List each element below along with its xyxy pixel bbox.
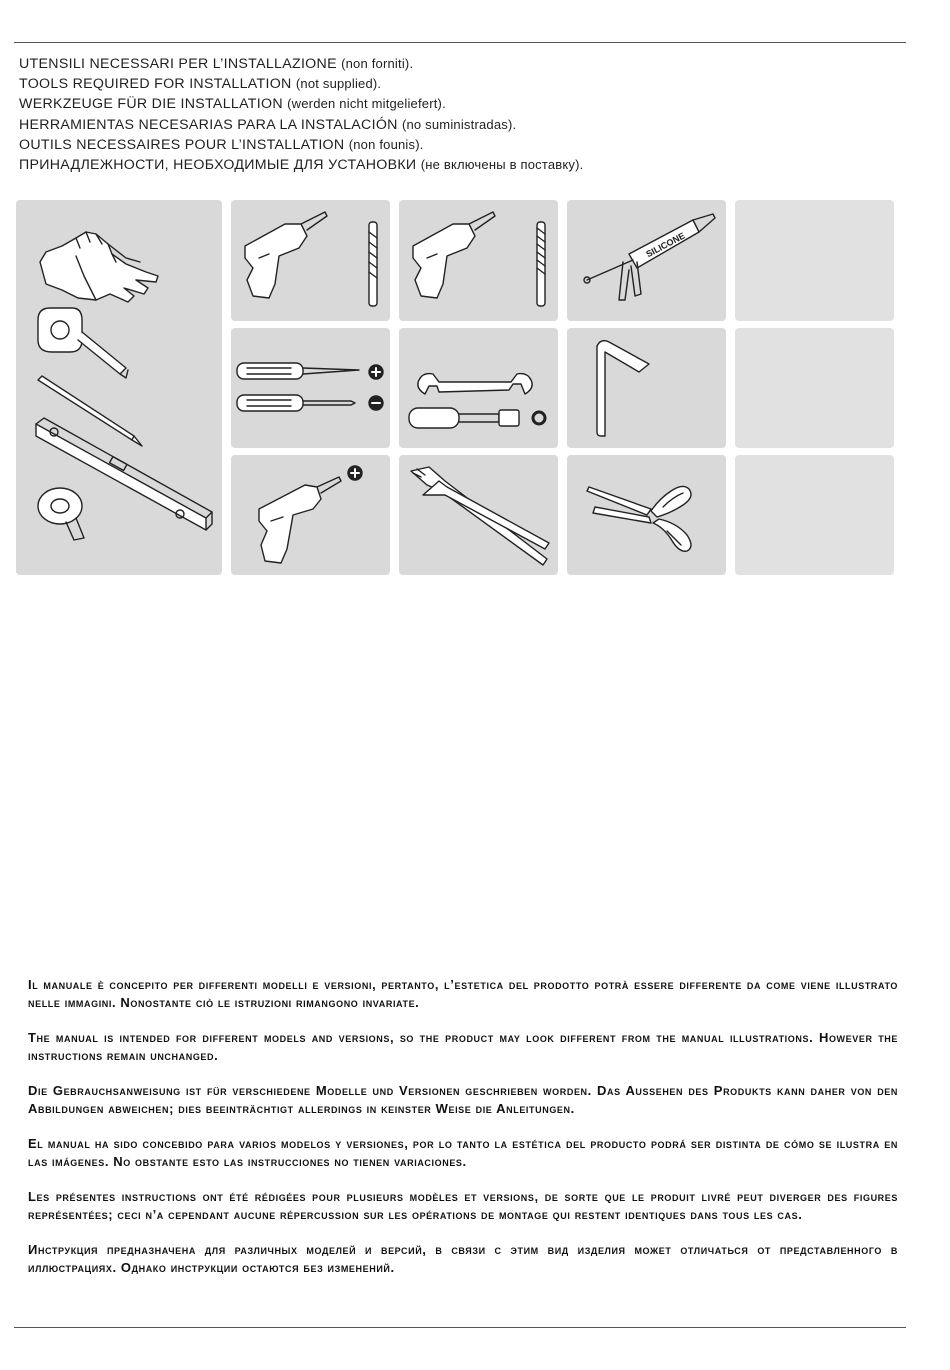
allen-key-icon [597, 341, 649, 436]
silicone-gun-icon [584, 214, 715, 300]
screwdrivers-icon [237, 363, 383, 411]
tile-empty-1 [735, 200, 894, 321]
tile-pliers [399, 455, 558, 575]
tile-drill-masonry [231, 200, 390, 321]
tile-silicone-gun [567, 200, 726, 321]
disclaimer-section [28, 976, 898, 1294]
tile-screwdrivers [231, 328, 390, 448]
tile-drill-wood [399, 200, 558, 321]
cordless-screwdriver-icon [259, 466, 362, 563]
tile-empty-3 [735, 455, 894, 575]
disclaimer-fr: Les présentes instructions ont été rédigées pour plusieurs modèles et versions, de sorte que le produit livré peut diverger des figures représentées; ceci n’a cependant aucune répercussion sur les opérations de montage qui restent identiques dans tous les cas. [28, 1189, 898, 1222]
scissors-icon [587, 486, 691, 551]
wrench-socket-icon [409, 374, 545, 428]
bottom-rule [14, 1327, 906, 1328]
tools-line-de: WERKZEUGE FÜR DIE INSTALLATION (werden nicht mitgeliefert). [19, 96, 446, 113]
gloves-icon [40, 232, 158, 302]
drill-masonry-bit-icon [245, 212, 377, 306]
pliers-icon [411, 467, 549, 565]
tile-allen-key [567, 328, 726, 448]
disclaimer-en: The manual is intended for different models and versions, so the product may look different from the manual illustrations. However the instructions remain unchanged. [28, 1030, 898, 1063]
tape-measure-icon [38, 308, 128, 378]
top-rule [14, 42, 906, 43]
tile-cordless-screwdriver [231, 455, 390, 575]
insulating-tape-icon [38, 488, 84, 540]
tools-line-ru: ПРИНАДЛЕЖНОСТИ, НЕОБХОДИМЫЕ ДЛЯ УСТАНОВКИ (не включены в поставку). [19, 157, 584, 174]
tile-basic-tools [16, 200, 222, 575]
silicone-label: SILICONE [644, 230, 687, 260]
tile-wrench-socket [399, 328, 558, 448]
tools-line-fr: OUTILS NECESSAIRES POUR L’INSTALLATION (non founis). [19, 136, 424, 153]
disclaimer-it: Il manuale è concepito per differenti modelli e versioni, pertanto, l’estetica del prodotto potrà essere differente da come viene illustrato nelle immagini. Nonostante ciò le istruzioni rimangono invariate. [28, 977, 898, 1010]
disclaimer-ru: Инструкция предназначена для различных моделей и версий, в связи с этим вид изделия может отличаться от представленного в иллюстрациях. Однако инструкции остаются без изменений. [28, 1242, 898, 1275]
disclaimer-es: El manual ha sido concebido para varios modelos y versiones, por lo tanto la estética del producto podrá ser distinta de cómo se ilustra en las imágenes. No obstante esto las instrucciones no tienen variaciones. [28, 1136, 898, 1169]
tile-empty-2 [735, 328, 894, 448]
disclaimer-de: Die Gebrauchsanweisung ist für verschiedene Modelle und Versionen geschrieben worden. Das Aussehen des Produkts kann daher von den Abbildungen abweichen; dies beeinträchtigt allerdings in keinster Weise die Anleitungen. [28, 1083, 898, 1116]
tools-line-en: TOOLS REQUIRED FOR INSTALLATION (not supplied). [19, 76, 382, 93]
tools-required-header [19, 54, 899, 175]
drill-wood-bit-icon [413, 212, 545, 306]
tools-line-it: UTENSILI NECESSARI PER L’INSTALLAZIONE (non forniti). [19, 56, 414, 72]
tools-line-es: HERRAMIENTAS NECESARIAS PARA LA INSTALACIÓN (no suministradas). [19, 116, 517, 133]
tile-scissors [567, 455, 726, 575]
